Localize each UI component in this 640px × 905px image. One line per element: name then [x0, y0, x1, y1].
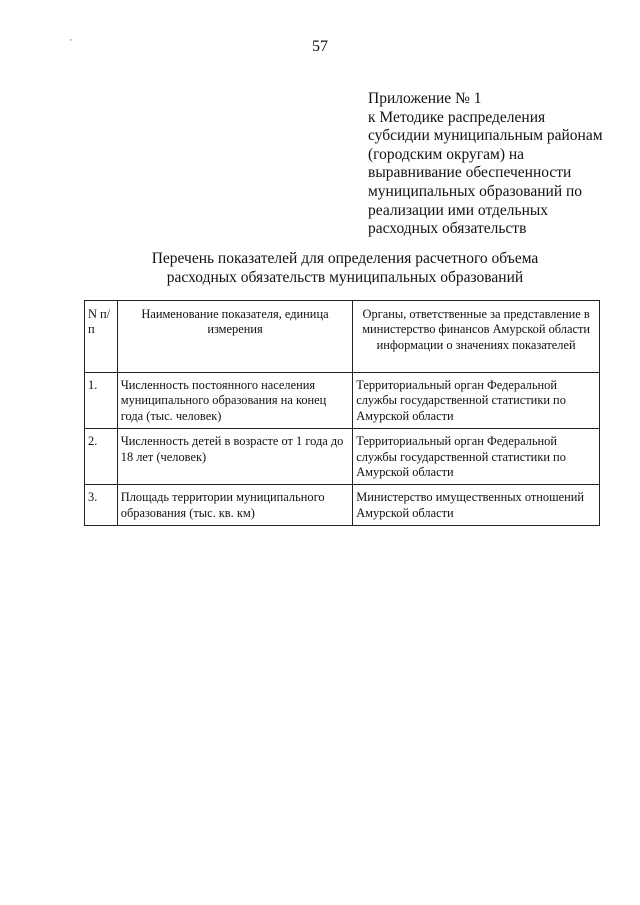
document-title — [0, 250, 640, 287]
scan-mark: , — [70, 33, 72, 42]
row-number: 1. — [85, 373, 118, 429]
header-indicator-name: Наименование показателя, единица измерения — [117, 301, 352, 373]
row-indicator-name: Численность постоянного населения муниципального образования на конец года (тыс. человек) — [117, 373, 352, 429]
appendix-line: субсидии муниципальным районам — [368, 127, 603, 145]
row-indicator-name: Численность детей в возрасте от 1 года до 18 лет (человек) — [117, 429, 352, 485]
appendix-line: Приложение № 1 — [368, 90, 482, 107]
row-number: 3. — [85, 485, 118, 526]
appendix-note — [368, 90, 618, 239]
row-number: 2. — [85, 429, 118, 485]
table-row — [85, 373, 600, 429]
header-number: N п/п — [85, 301, 118, 373]
row-responsible-organ: Территориальный орган Федеральной службы государственной статистики по Амурской области — [353, 429, 600, 485]
header-responsible-organ: Органы, ответственные за представление в министерство финансов Амурской области информации о значениях показателей — [353, 301, 600, 373]
appendix-line: реализации ими отдельных — [368, 201, 549, 219]
title-line: расходных обязательств муниципальных образований — [166, 268, 524, 286]
row-responsible-organ: Территориальный орган Федеральной службы государственной статистики по Амурской области — [353, 373, 600, 429]
row-responsible-organ: Министерство имущественных отношений Амурской области — [353, 485, 600, 526]
table-row — [85, 429, 600, 485]
appendix-line: муниципальных образований по — [368, 182, 583, 200]
table-row — [85, 485, 600, 526]
appendix-line: (городским округам) на — [368, 145, 525, 163]
row-indicator-name: Площадь территории муниципального образования (тыс. кв. км) — [117, 485, 352, 526]
page-number: 57 — [312, 38, 328, 55]
appendix-line: расходных обязательств — [368, 220, 527, 238]
appendix-line: выравнивание обеспеченности — [368, 164, 572, 182]
appendix-line: к Методике распределения — [368, 108, 546, 126]
title-line: Перечень показателей для определения расчетного объема — [151, 250, 539, 267]
table-header-row — [85, 301, 600, 373]
indicators-table — [84, 300, 600, 526]
